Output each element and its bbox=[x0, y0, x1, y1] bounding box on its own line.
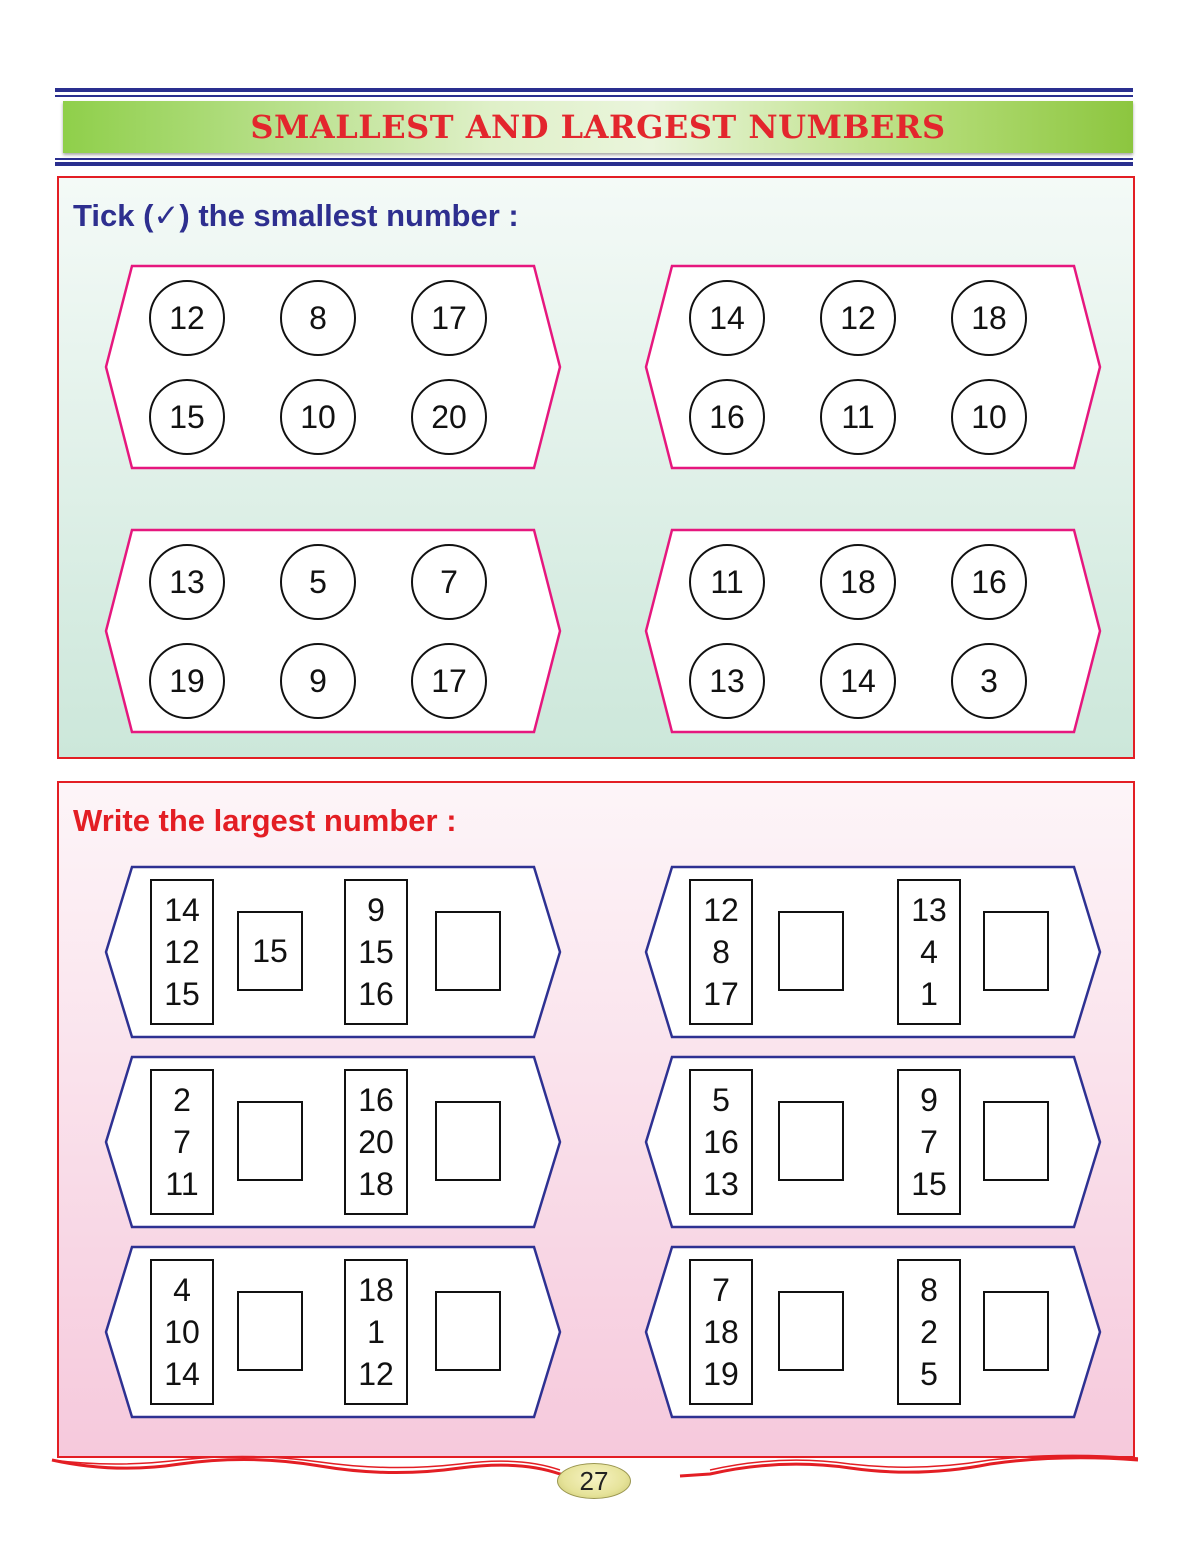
answer-box[interactable] bbox=[778, 1101, 844, 1181]
number-circle[interactable]: 9 bbox=[280, 643, 356, 719]
number-stack bbox=[689, 1069, 753, 1215]
stack-number: 13 bbox=[911, 892, 947, 928]
largest-row-3-frame-2 bbox=[644, 1245, 1102, 1419]
number-stack bbox=[150, 1259, 214, 1405]
stack-number: 20 bbox=[358, 1124, 394, 1160]
answer-box[interactable]: 15 bbox=[237, 911, 303, 991]
number-circle[interactable]: 12 bbox=[149, 280, 225, 356]
number-circle[interactable]: 18 bbox=[951, 280, 1027, 356]
stack-number: 9 bbox=[367, 892, 385, 928]
number-circle[interactable]: 5 bbox=[280, 544, 356, 620]
stack-number: 12 bbox=[703, 892, 739, 928]
stack-number: 17 bbox=[703, 976, 739, 1012]
largest-row-3-frame-1 bbox=[104, 1245, 562, 1419]
stack-number: 13 bbox=[703, 1166, 739, 1202]
stack-number: 7 bbox=[920, 1124, 938, 1160]
stack-number: 7 bbox=[712, 1272, 730, 1308]
largest-row-2-frame-1 bbox=[104, 1055, 562, 1229]
number-circle[interactable]: 18 bbox=[820, 544, 896, 620]
number-circle[interactable]: 15 bbox=[149, 379, 225, 455]
largest-row-2-frame-2 bbox=[644, 1055, 1102, 1229]
number-circle[interactable]: 13 bbox=[149, 544, 225, 620]
stack-number: 2 bbox=[173, 1082, 191, 1118]
stack-number: 4 bbox=[173, 1272, 191, 1308]
number-stack bbox=[344, 879, 408, 1025]
number-circle[interactable]: 14 bbox=[689, 280, 765, 356]
answer-box[interactable] bbox=[983, 1101, 1049, 1181]
stack-number: 7 bbox=[173, 1124, 191, 1160]
stack-number: 2 bbox=[920, 1314, 938, 1350]
answer-box[interactable] bbox=[778, 911, 844, 991]
number-circle[interactable]: 16 bbox=[689, 379, 765, 455]
answer-box[interactable] bbox=[435, 911, 501, 991]
number-stack bbox=[897, 879, 961, 1025]
stack-number: 16 bbox=[358, 1082, 394, 1118]
number-circle[interactable]: 20 bbox=[411, 379, 487, 455]
stack-number: 19 bbox=[703, 1356, 739, 1392]
number-circle[interactable]: 7 bbox=[411, 544, 487, 620]
stack-number: 10 bbox=[164, 1314, 200, 1350]
stack-number: 18 bbox=[358, 1166, 394, 1202]
stack-number: 12 bbox=[164, 934, 200, 970]
answer-box[interactable] bbox=[435, 1291, 501, 1371]
stack-number: 8 bbox=[920, 1272, 938, 1308]
smallest-group-4 bbox=[644, 528, 1102, 734]
smallest-group-2 bbox=[644, 264, 1102, 470]
answer-box[interactable] bbox=[778, 1291, 844, 1371]
stack-number: 5 bbox=[712, 1082, 730, 1118]
number-stack bbox=[689, 1259, 753, 1405]
title-underline-thick bbox=[55, 162, 1133, 166]
stack-number: 18 bbox=[703, 1314, 739, 1350]
top-rule-thin bbox=[55, 95, 1133, 97]
smallest-group-3 bbox=[104, 528, 562, 734]
smallest-group-1 bbox=[104, 264, 562, 470]
largest-number-panel bbox=[57, 781, 1135, 1458]
number-circle[interactable]: 11 bbox=[689, 544, 765, 620]
stack-number: 1 bbox=[920, 976, 938, 1012]
stack-number: 18 bbox=[358, 1272, 394, 1308]
smallest-section-heading: Tick (✓) the smallest number : bbox=[73, 198, 519, 233]
stack-number: 9 bbox=[920, 1082, 938, 1118]
number-circle[interactable]: 17 bbox=[411, 280, 487, 356]
largest-row-1-frame-1 bbox=[104, 865, 562, 1039]
number-circle[interactable]: 19 bbox=[149, 643, 225, 719]
number-stack bbox=[150, 879, 214, 1025]
smallest-number-panel bbox=[57, 176, 1135, 759]
stack-number: 16 bbox=[358, 976, 394, 1012]
largest-row-1-frame-2 bbox=[644, 865, 1102, 1039]
stack-number: 15 bbox=[164, 976, 200, 1012]
page-number: 27 bbox=[557, 1463, 631, 1499]
number-circle[interactable]: 10 bbox=[951, 379, 1027, 455]
answer-box[interactable] bbox=[435, 1101, 501, 1181]
answer-box[interactable] bbox=[983, 1291, 1049, 1371]
number-circle[interactable]: 11 bbox=[820, 379, 896, 455]
stack-number: 15 bbox=[911, 1166, 947, 1202]
number-stack bbox=[344, 1259, 408, 1405]
number-circle[interactable]: 8 bbox=[280, 280, 356, 356]
number-stack bbox=[897, 1259, 961, 1405]
number-circle[interactable]: 12 bbox=[820, 280, 896, 356]
stack-number: 15 bbox=[358, 934, 394, 970]
answer-box[interactable] bbox=[983, 911, 1049, 991]
number-circle[interactable]: 17 bbox=[411, 643, 487, 719]
stack-number: 11 bbox=[165, 1166, 199, 1202]
number-stack bbox=[897, 1069, 961, 1215]
number-stack bbox=[689, 879, 753, 1025]
stack-number: 8 bbox=[712, 934, 730, 970]
stack-number: 16 bbox=[703, 1124, 739, 1160]
number-stack bbox=[344, 1069, 408, 1215]
stack-number: 1 bbox=[367, 1314, 385, 1350]
top-rule-thick bbox=[55, 88, 1133, 92]
stack-number: 14 bbox=[164, 1356, 200, 1392]
largest-section-heading: Write the largest number : bbox=[73, 803, 457, 838]
title-underline-thin bbox=[55, 158, 1133, 160]
number-circle[interactable]: 16 bbox=[951, 544, 1027, 620]
stack-number: 5 bbox=[920, 1356, 938, 1392]
answer-box[interactable] bbox=[237, 1101, 303, 1181]
stack-number: 4 bbox=[920, 934, 938, 970]
answer-box[interactable] bbox=[237, 1291, 303, 1371]
number-circle[interactable]: 13 bbox=[689, 643, 765, 719]
page-title: SMALLEST AND LARGEST NUMBERS bbox=[250, 108, 946, 146]
stack-number: 14 bbox=[164, 892, 200, 928]
number-circle[interactable]: 3 bbox=[951, 643, 1027, 719]
number-stack bbox=[150, 1069, 214, 1215]
stack-number: 12 bbox=[358, 1356, 394, 1392]
title-banner bbox=[63, 101, 1133, 153]
number-circle[interactable]: 14 bbox=[820, 643, 896, 719]
number-circle[interactable]: 10 bbox=[280, 379, 356, 455]
